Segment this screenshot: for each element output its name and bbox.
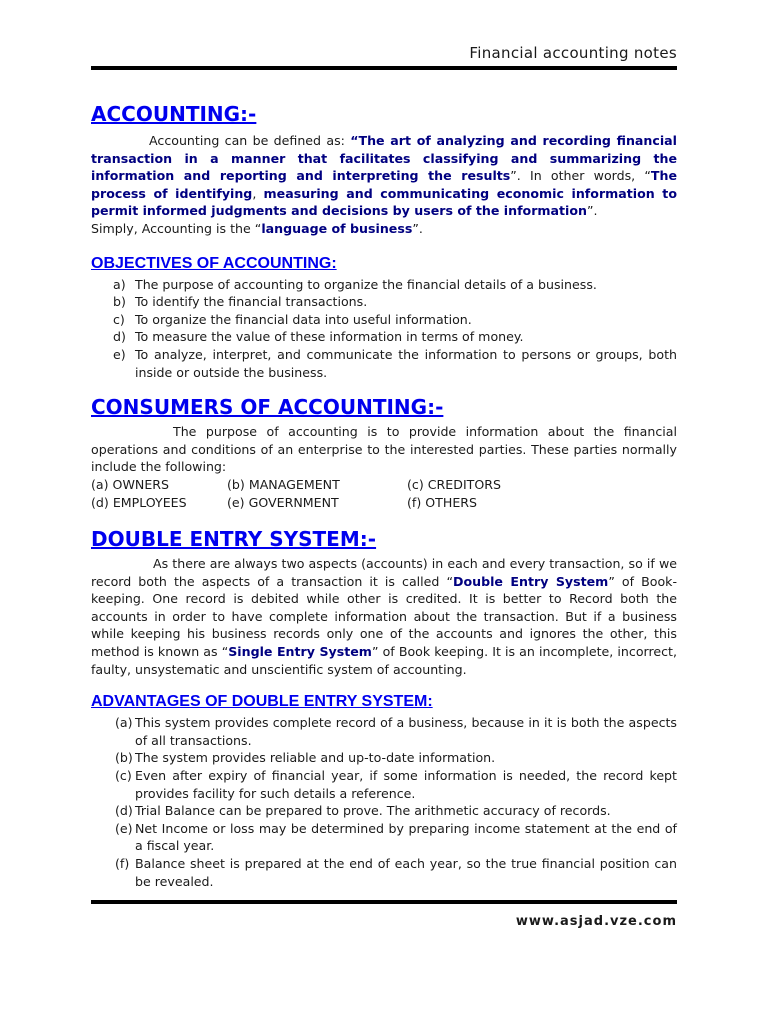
list-marker: (f) [115, 856, 130, 871]
page-header-title: Financial accounting notes [469, 44, 677, 62]
list-item [91, 311, 677, 329]
party-item: (d) EMPLOYEES [91, 494, 187, 510]
simply-text-b: language of business [261, 220, 413, 236]
list-item-text: Balance sheet is prepared at the end of each year, so the true financial position can be revealed. [135, 856, 677, 889]
simply-text-c: ”. [412, 220, 423, 236]
list-item [91, 276, 677, 294]
list-marker: c) [113, 311, 125, 327]
list-item-text: The system provides reliable and up-to-date information. [135, 750, 496, 766]
consumers-parties [91, 476, 677, 511]
list-item [91, 293, 677, 311]
accounting-definition [91, 132, 677, 220]
list-item-text: Trial Balance can be prepared to prove. The arithmetic accuracy of records. [135, 803, 611, 819]
objectives-heading: OBJECTIVES OF ACCOUNTING: [91, 254, 337, 272]
list-item [91, 820, 677, 855]
accounting-text-b: The art of analyzing and recording financial transaction in a manner that facilitates classifying and summarizing the information and reporting and interpreting the results [91, 133, 677, 184]
list-marker: (b) [115, 750, 133, 766]
list-item [91, 346, 677, 381]
list-item [91, 767, 677, 802]
advantages-list [91, 714, 677, 890]
accounting-text-c: ”. In other words, “ [510, 168, 651, 184]
simply-text-a: Simply, Accounting is the “ [91, 220, 262, 236]
accounting-text-f: measuring and communicating economic information to permit informed judgments and decisions by users of the information [91, 185, 677, 219]
list-item-text: The purpose of accounting to organize the financial details of a business. [135, 276, 597, 292]
list-item [91, 328, 677, 346]
accounting-text-e: , [252, 185, 264, 201]
consumers-paragraph [91, 423, 677, 476]
party-item: (c) CREDITORS [407, 476, 502, 492]
list-item-text: This system provides complete record of a business, because in it is both the aspects of all transactions. [135, 715, 677, 748]
list-marker: (e) [115, 820, 133, 836]
list-item [91, 749, 677, 767]
party-item: (b) MANAGEMENT [227, 476, 340, 492]
list-item [91, 802, 677, 820]
accounting-simply [91, 220, 677, 238]
list-marker: (a) [115, 715, 133, 731]
list-item-text: To analyze, interpret, and communicate the information to persons or groups, both inside or outside the business. [135, 346, 677, 380]
accounting-text-g: ”. [586, 203, 598, 219]
advantages-heading: ADVANTAGES OF DOUBLE ENTRY SYSTEM: [91, 693, 433, 711]
double-entry-paragraph [91, 555, 677, 678]
consumers-text: The purpose of accounting is to provide information about the financial operations and conditions of an enterprise to the interested parties. These parties normally include the following: [91, 424, 677, 475]
accounting-text-a: Accounting can be defined as: [149, 133, 351, 148]
list-marker: a) [113, 276, 126, 292]
header-rule [91, 66, 677, 70]
list-item-text: To identify the financial transactions. [135, 294, 368, 310]
list-item-text: To measure the value of these information in terms of money. [135, 329, 524, 345]
double-entry-text-b: Double Entry System [453, 573, 609, 589]
list-marker: (d) [115, 803, 133, 819]
list-marker: b) [113, 294, 126, 310]
accounting-heading: ACCOUNTING:- [91, 102, 257, 126]
party-item: (f) OTHERS [407, 494, 478, 510]
document-body [91, 100, 677, 890]
list-marker: d) [113, 329, 126, 345]
double-entry-text-d: Single Entry System [228, 644, 372, 660]
double-entry-text-e: ” of Book keeping. It is an incomplete, incorrect, faulty, unsystematic and unscientific system of accounting. [91, 644, 677, 677]
double-entry-heading: DOUBLE ENTRY SYSTEM:- [91, 527, 377, 552]
objectives-list [91, 276, 677, 382]
list-item [91, 714, 677, 749]
list-item-text: Even after expiry of financial year, if some information is needed, the record kept provides facility for such details a reference. [135, 768, 677, 801]
footer-rule [91, 900, 677, 904]
party-item: (e) GOVERNMENT [227, 494, 339, 510]
party-item: (a) OWNERS [91, 476, 170, 492]
list-item [91, 855, 677, 890]
list-marker: (c) [115, 768, 132, 784]
accounting-text-quote-open: “ [350, 133, 359, 148]
list-item-text: To organize the financial data into useful information. [135, 311, 472, 327]
list-item-text: Net Income or loss may be determined by preparing income statement at the end of a fiscal year. [135, 820, 677, 854]
footer-website-link[interactable]: www.asjad.vze.com [515, 914, 677, 929]
double-entry-text-a: As there are always two aspects (accounts) in each and every transaction, so if we record both the aspects of a transaction it is called “ [91, 556, 677, 589]
list-marker: e) [113, 346, 126, 362]
consumers-heading: CONSUMERS OF ACCOUNTING:- [91, 395, 444, 420]
accounting-text-d: The process of identifying [91, 168, 677, 201]
double-entry-text-c: ” of Book-keeping. One record is debited while other is credited. It is better to Record both the accounts in order to have complete information about the transaction. But if a business while keeping his business records only one of the accounts and ignores the other, this method is known as “ [91, 573, 677, 660]
